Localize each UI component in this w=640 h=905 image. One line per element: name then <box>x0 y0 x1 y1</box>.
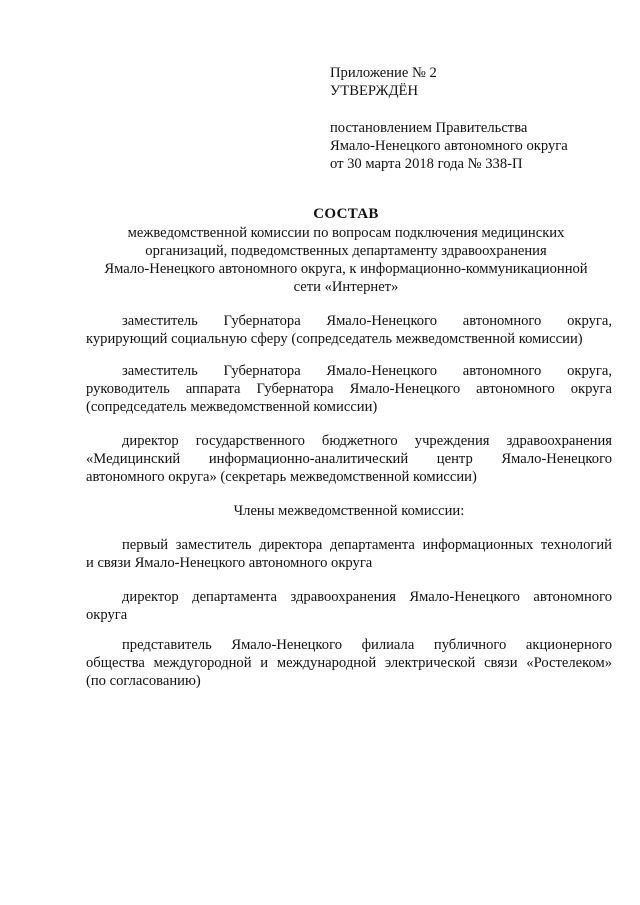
approved-label: УТВЕРЖДЁН <box>330 83 418 99</box>
title-line: межведомственной комиссии по вопросам подключения медицинских <box>127 225 565 241</box>
entry-line: курирующий социальную сферу (сопредседатель межведомственной комиссии) <box>86 331 583 347</box>
entry-line: заместитель Губернатора Ямало-Ненецкого автономного округа, <box>122 363 612 379</box>
resolution-date: от 30 марта 2018 года № 338-П <box>330 156 523 172</box>
entry-line: заместитель Губернатора Ямало-Ненецкого автономного округа, <box>122 313 612 329</box>
entry-line: общества междугородной и международной электрической связи «Ростелеком» <box>86 655 612 671</box>
entry-line: автономного округа» (секретарь межведомственной комиссии) <box>86 469 477 485</box>
cochair-entry <box>86 362 612 416</box>
entry-line: (по согласованию) <box>86 673 201 689</box>
entry-line: представитель Ямало-Ненецкого филиала публичного акционерного <box>122 637 612 653</box>
entry-line: округа <box>86 607 128 623</box>
title-block <box>86 205 606 296</box>
members-heading: Члены межведомственной комиссии: <box>233 503 465 519</box>
resolution-line: постановлением Правительства <box>330 120 528 136</box>
title-line: Ямало-Ненецкого автономного округа, к информационно-коммуникационной <box>104 261 588 277</box>
entry-line: первый заместитель директора департамента информационных технологий <box>122 537 612 553</box>
secretary-entry <box>86 432 612 486</box>
approval-block <box>330 64 610 173</box>
member-entry <box>86 588 612 624</box>
entry-line: руководитель аппарата Губернатора Ямало-Ненецкого автономного округа <box>86 381 612 397</box>
government-line: Ямало-Ненецкого автономного округа <box>330 138 568 154</box>
member-entry <box>86 536 612 572</box>
entry-line: директор государственного бюджетного учреждения здравоохранения <box>122 433 612 449</box>
member-entry <box>86 636 612 690</box>
document-title: СОСТАВ <box>313 206 379 222</box>
cochair-entry <box>86 312 612 348</box>
entry-line: и связи Ямало-Ненецкого автономного округа <box>86 555 373 571</box>
appendix-number: Приложение № 2 <box>330 65 437 81</box>
title-line: сети «Интернет» <box>293 279 399 295</box>
entry-line: «Медицинский информационно-аналитический центр Ямало-Ненецкого <box>86 451 612 467</box>
entry-line: (сопредседатель межведомственной комиссии) <box>86 399 378 415</box>
entry-line: директор департамента здравоохранения Ямало-Ненецкого автономного <box>122 589 612 605</box>
title-line: организаций, подведомственных департаменту здравоохранения <box>145 243 547 259</box>
